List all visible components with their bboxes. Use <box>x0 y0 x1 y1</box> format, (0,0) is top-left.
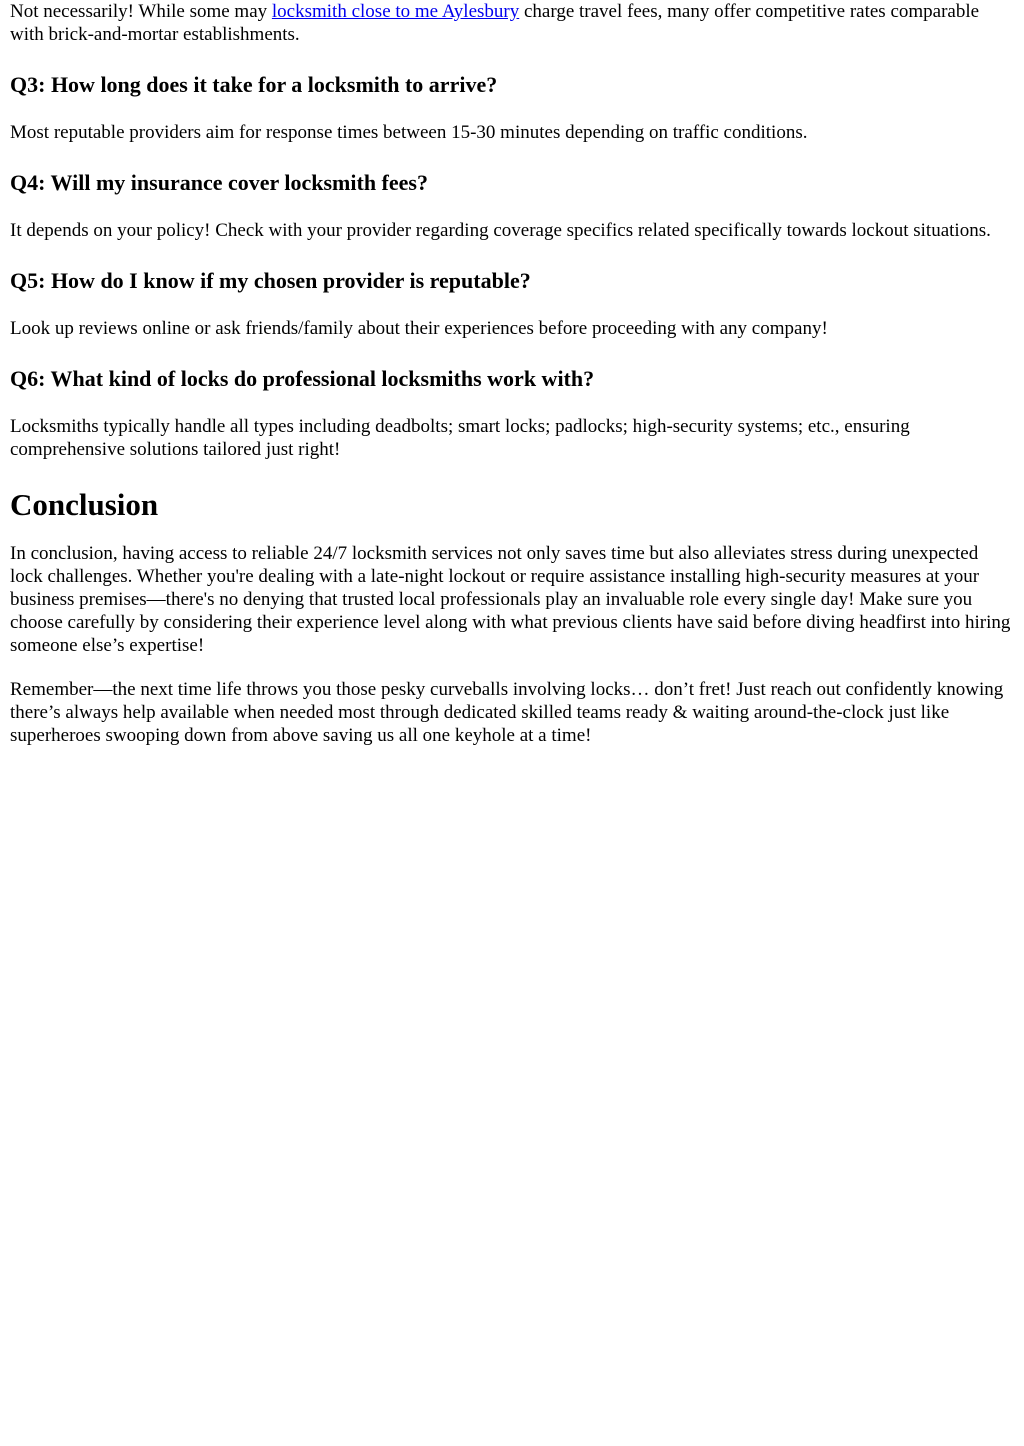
faq-question-q6: Q6: What kind of locks do professional locksmiths work with? <box>10 366 595 391</box>
conclusion-heading: Conclusion <box>10 487 159 522</box>
intro-answer-paragraph <box>10 0 1014 46</box>
intro-answer-text-after: charge travel fees, many offer competitive rates comparable with brick-and-mortar establishments. <box>10 1 980 45</box>
faq-question-q3: Q3: How long does it take for a locksmith to arrive? <box>10 72 498 97</box>
locksmith-aylesbury-link[interactable]: locksmith close to me Aylesbury <box>271 1 520 22</box>
faq-answer-q5: Look up reviews online or ask friends/family about their experiences before proceeding with any company! <box>10 318 828 339</box>
faq-answer-q4: It depends on your policy! Check with your provider regarding coverage specifics related specifically towards lockout situations. <box>10 220 991 241</box>
conclusion-paragraph-2: Remember—the next time life throws you those pesky curveballs involving locks… don’t fret! Just reach out confidently knowing there’s always help available when needed most through dedicated skilled teams ready & waiting around-the-clock just like superheroes swooping down from above saving us all one keyhole at a time! <box>10 679 1004 746</box>
faq-question-q5: Q5: How do I know if my chosen provider is reputable? <box>10 268 531 293</box>
faq-answer-q6: Locksmiths typically handle all types including deadbolts; smart locks; padlocks; high-security systems; etc., ensuring comprehensive solutions tailored just right! <box>10 416 910 460</box>
intro-answer-text-before: Not necessarily! While some may <box>10 1 272 22</box>
conclusion-paragraph-1: In conclusion, having access to reliable 24/7 locksmith services not only saves time but also alleviates stress during unexpected lock challenges. Whether you're dealing with a late-night lockout or require assistance installing high-security measures at your business premises—there's no denying that trusted local professionals play an invaluable role every single day! Make sure you choose carefully by considering their experience level along with what previous clients have said before diving headfirst into hiring someone else’s expertise! <box>10 543 1011 656</box>
faq-question-q4: Q4: Will my insurance cover locksmith fees? <box>10 170 428 195</box>
document-page <box>10 0 1014 747</box>
faq-answer-q3: Most reputable providers aim for response times between 15-30 minutes depending on traffic conditions. <box>10 122 808 143</box>
